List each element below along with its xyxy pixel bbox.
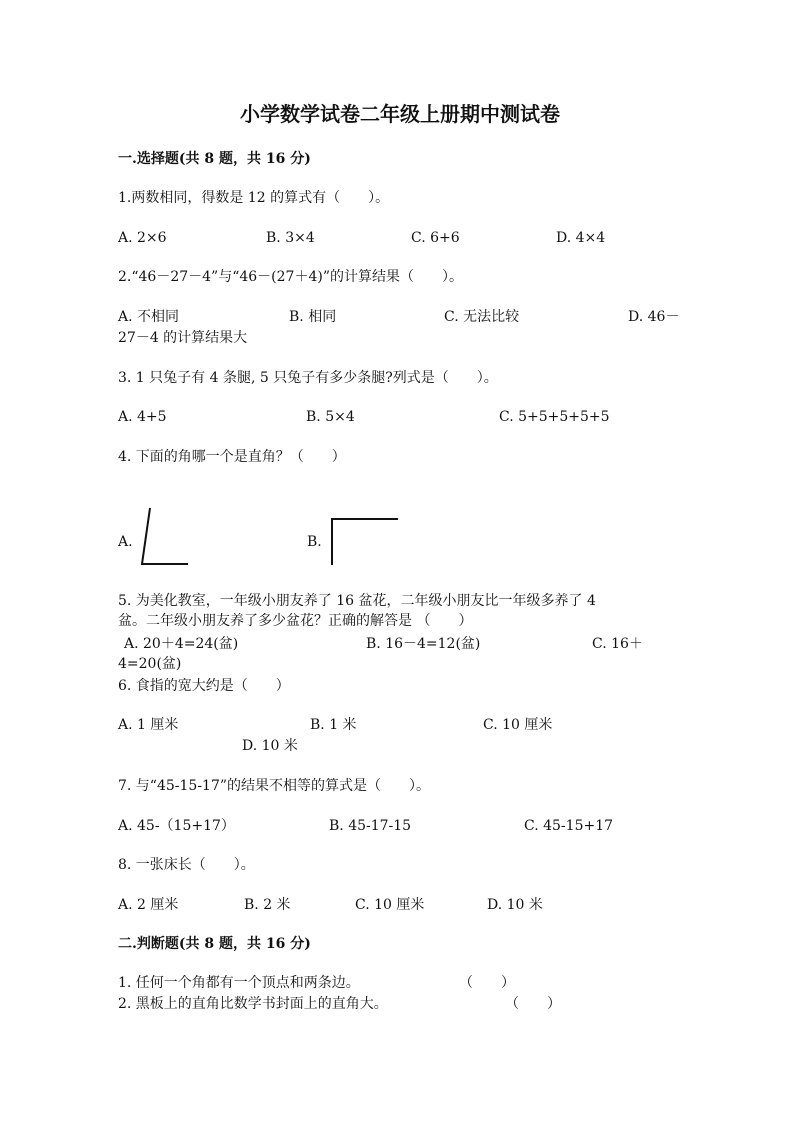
question-7-option-b: B. 45-17-15: [329, 818, 412, 834]
question-2-option-c: C. 无法比较: [444, 309, 520, 325]
question-2-option-d: D. 46－: [628, 309, 680, 325]
question-6-option-b: B. 1 米: [310, 717, 357, 733]
question-1-option-b: B. 3×4: [266, 230, 315, 246]
question-3-option-a: A. 4+5: [118, 409, 167, 425]
question-7-stem: 7. 与“45-15-17”的结果不相等的算式是（ ）。: [118, 778, 431, 794]
question-5-stem-line2: 盆。二年级小朋友养了多少盆花？正确的解答是 （ ）: [118, 613, 473, 629]
question-3-stem: 3. 1 只兔子有 4 条腿, 5 只兔子有多少条腿?列式是（ ）。: [118, 370, 498, 386]
question-6-option-a: A. 1 厘米: [118, 717, 179, 733]
question-8-option-c: C. 10 厘米: [355, 897, 425, 913]
question-2-stem: 2.“46－27－4”与“46－(27＋4)”的计算结果（ ）。: [118, 269, 463, 285]
question-8-option-a: A. 2 厘米: [118, 897, 179, 913]
judgement-2-stem: 2. 黑板上的直角比数学书封面上的直角大。: [118, 996, 388, 1012]
question-3-option-c: C. 5+5+5+5+5: [499, 409, 610, 425]
question-5-option-b: B. 16－4=12(盆): [366, 636, 481, 652]
question-1-option-a: A. 2×6: [118, 230, 167, 246]
question-1-option-c: C. 6+6: [411, 230, 460, 246]
right-angle-figure: [328, 515, 402, 567]
question-1-stem: 1.两数相同，得数是 12 的算式有（ ）。: [118, 190, 390, 206]
section-heading-judgement: 二.判断题(共 8 题，共 16 分): [118, 936, 311, 952]
question-4-option-b: B.: [307, 534, 322, 550]
question-2-option-a: A. 不相同: [118, 309, 180, 325]
section-heading-choice: 一.选择题(共 8 题，共 16 分): [118, 151, 311, 167]
question-5-option-a: A. 20＋4=24(盆): [124, 636, 239, 652]
question-5-option-c-continued: 4=20(盆): [118, 656, 182, 672]
question-5-option-c: C. 16＋: [592, 636, 643, 652]
question-2-option-d-continued: 27－4 的计算结果大: [118, 330, 248, 346]
question-7-option-c: C. 45-15+17: [524, 818, 614, 834]
question-5-stem-line1: 5. 为美化教室，一年级小朋友养了 16 盆花，二年级小朋友比一年级多养了 4: [118, 593, 596, 609]
page-title: 小学数学试卷二年级上册期中测试卷: [240, 102, 560, 126]
question-4-stem: 4. 下面的角哪一个是直角？（ ）: [118, 449, 346, 465]
question-6-option-d: D. 10 米: [242, 738, 298, 754]
judgement-2-paren: （ ）: [505, 996, 561, 1012]
acute-angle-figure: [138, 504, 194, 568]
question-6-option-c: C. 10 厘米: [483, 717, 553, 733]
question-1-option-d: D. 4×4: [556, 230, 606, 246]
question-8-option-b: B. 2 米: [244, 897, 291, 913]
question-8-stem: 8. 一张床长（ ）。: [118, 857, 255, 873]
question-3-option-b: B. 5×4: [306, 409, 355, 425]
question-2-option-b: B. 相同: [289, 309, 337, 325]
judgement-1-paren: （ ）: [459, 975, 515, 991]
question-4-option-a: A.: [118, 534, 133, 550]
question-7-option-a: A. 45-（15+17）: [118, 818, 235, 834]
question-8-option-d: D. 10 米: [487, 897, 543, 913]
judgement-1-stem: 1. 任何一个角都有一个顶点和两条边。: [118, 975, 360, 991]
question-6-stem: 6. 食指的宽大约是（ ）: [118, 678, 290, 694]
